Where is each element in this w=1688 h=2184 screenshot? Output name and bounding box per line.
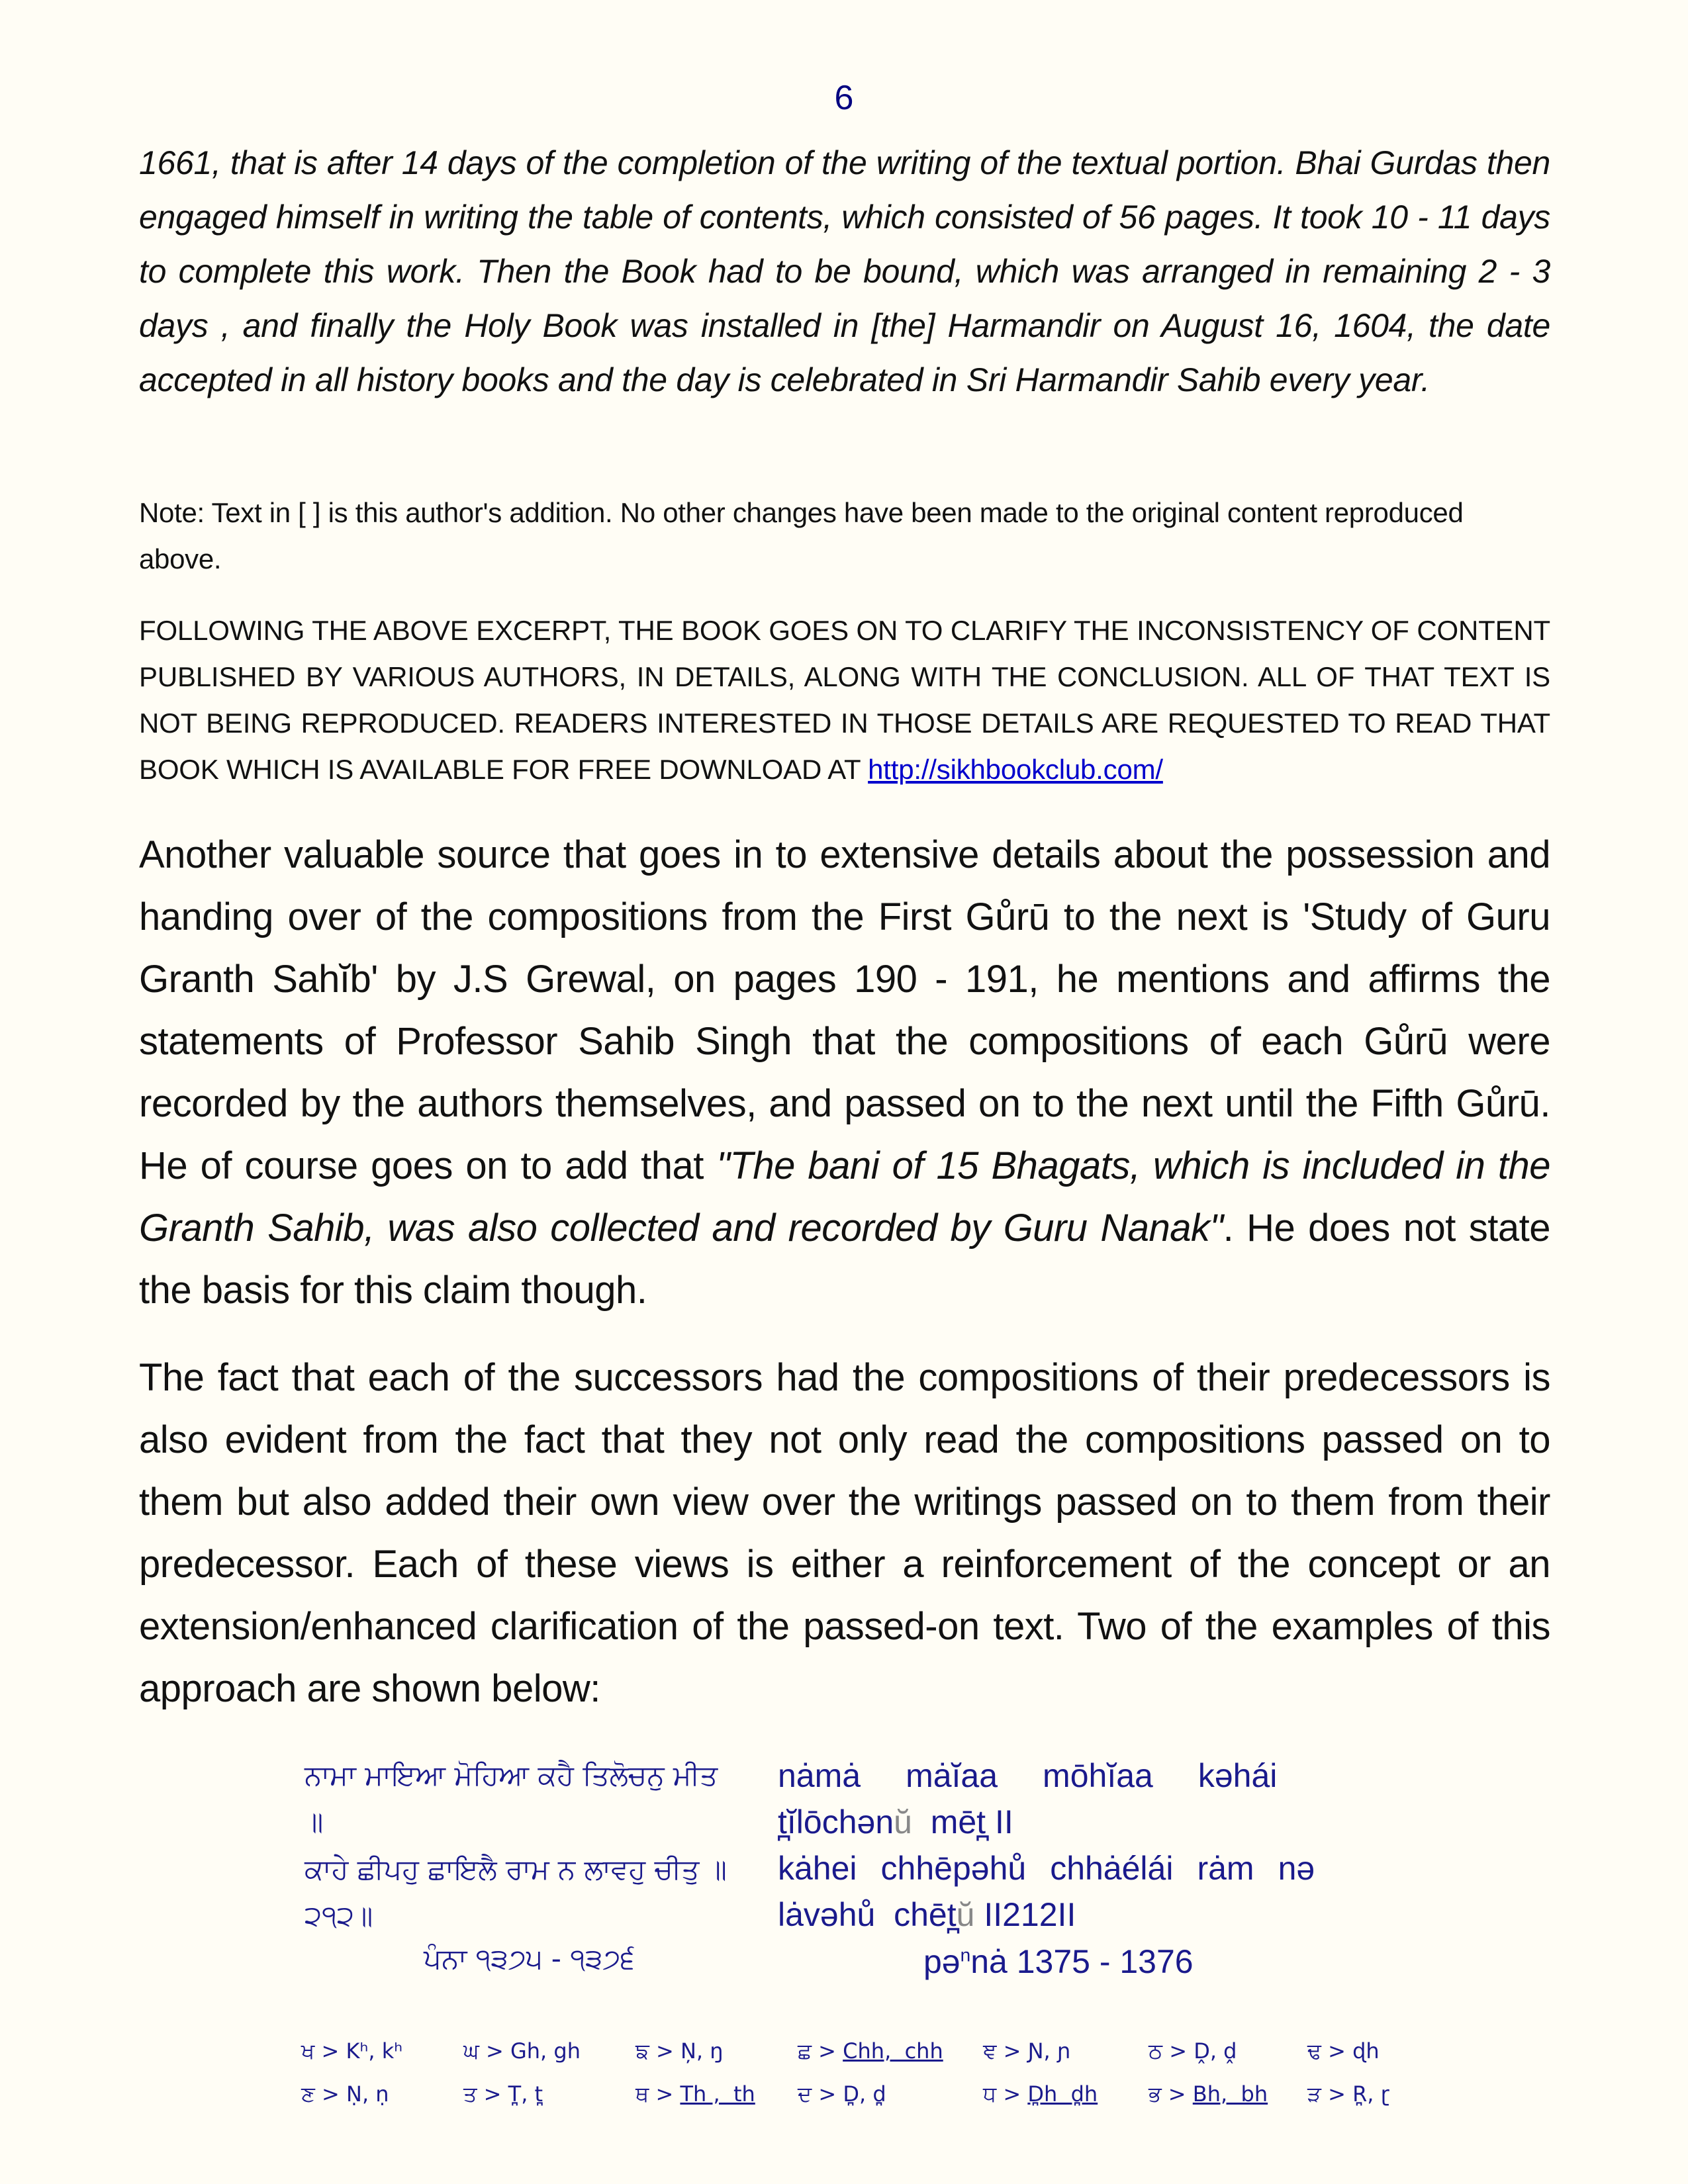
translit-word: chhēpəhů bbox=[880, 1850, 1027, 1887]
translit-word: kəhái bbox=[1197, 1757, 1278, 1794]
key-entry: ਦ > D̪, d̪ bbox=[798, 2081, 886, 2107]
grewal-quote: "The bani of 15 Bhagats, which is included in the Granth Sahib, was also collected and recorded by Guru Nanak" bbox=[139, 1144, 1550, 1250]
key-entry: ਙ > N̦, ŋ bbox=[635, 2038, 724, 2064]
key-entry: ਣ > Ṇ, ṇ bbox=[301, 2081, 389, 2107]
translit-ref-superscript: n bbox=[960, 1944, 971, 1966]
key-entry: ਖ > Kʰ, kʰ bbox=[301, 2038, 403, 2064]
quoted-excerpt: 1661, that is after 14 days of the completion of the writing of the textual portion. Bhai Gurdas then engaged himself in writing the table of contents, which consisted of 56 pages. It took 10 - 11 days to complete this work. Then the Book had to be bound, which was arranged in remaining 2 - 3 days , and finally the Holy Book was installed in [the] Harmandir on August 16, 1604, the date accepted in all history books and the day is celebrated in Sri Harmandir Sahib every year. bbox=[139, 144, 1550, 398]
translit-word: mēt̪ II bbox=[912, 1803, 1013, 1841]
author-note: Note: Text in [ ] is this author's addition. No other changes have been made to the original content reproduced above. bbox=[139, 497, 1464, 574]
key-entry: ਠ > Ḓ, ḓ bbox=[1149, 2038, 1237, 2064]
translit-word: lȧvəhů chēt̪ bbox=[778, 1896, 957, 1933]
gurmukhi-page-reference: ਪੰਨਾ ੧੩੭੫ - ੧੩੭੬ bbox=[424, 1942, 635, 1975]
paragraph-successors: The fact that each of the successors had the compositions of their predecessors is also evident from the fact that they not only read the compositions passed on to them but also added their own view over the writings passed on to them from their predecessor. Each of these views is either a reinforcement of the concept or an extension/enhanced clarification of the passed-on text. Two of the examples of this approach are shown below: bbox=[139, 1356, 1550, 1710]
caps-notice-text: FOLLOWING THE ABOVE EXCERPT, THE BOOK GOES ON TO CLARIFY THE INCONSISTENCY OF CONTENT PUBLISHED BY VARIOUS AUTHORS, IN DETAILS, ALONG WITH THE CONCLUSION. ALL OF THAT TEXT IS NOT BEING REPRODUCED. READERS INTERESTED IN THOSE DETAILS ARE REQUESTED TO READ THAT BOOK WHICH IS AVAILABLE FOR FREE DOWNLOAD AT bbox=[139, 615, 1550, 785]
translit-word: chhȧélái bbox=[1050, 1850, 1174, 1887]
translit-word: mōhĭaa bbox=[1043, 1757, 1153, 1794]
key-entry: ਢ > ɖh bbox=[1307, 2038, 1380, 2064]
paragraph-grewal-text: Another valuable source that goes in to extensive details about the possession and handing over of the compositions from the First Gůrū to the next is 'Study of Guru Granth Sahĭb' by J.S Grewal, on pages 190 - 191, he mentions and affirms the statements of Professor Sahib Singh that the compositions of each Gůrū were recorded by the authors themselves, and passed on to the next until the Fifth Gůrū. He of course goes on to add that bbox=[139, 833, 1550, 1187]
translit-word: II212II bbox=[974, 1896, 1076, 1933]
key-entry: ਞ > Ɲ, ɲ bbox=[983, 2038, 1071, 2064]
translit-word: mȧĭaa bbox=[906, 1757, 998, 1794]
key-entry: ਭ > Bh, bh bbox=[1149, 2081, 1268, 2107]
key-entry: ਛ > Chh, chh bbox=[798, 2038, 943, 2064]
sikhbookclub-link[interactable]: http://sikhbookclub.com/ bbox=[868, 754, 1163, 785]
translit-word: kȧhei bbox=[778, 1850, 857, 1887]
key-entry: ਘ > Gh, gh bbox=[463, 2038, 581, 2064]
gurmukhi-verse-line-1: ਨਾਮਾ ਮਾਇਆ ਮੋਹਿਆ ਕਹੈ ਤਿਲੋਚਨੁ ਮੀਤ ॥ bbox=[305, 1759, 718, 1838]
key-entry: ੜ > R̪, ɽ bbox=[1307, 2081, 1389, 2107]
translit-ref-part: nȧ 1375 - 1376 bbox=[970, 1943, 1194, 1980]
translit-ref-part: pə bbox=[923, 1943, 961, 1980]
translit-word: t̪ĭlōchən bbox=[778, 1803, 894, 1841]
page-number: 6 bbox=[834, 79, 854, 117]
translit-word: nə bbox=[1278, 1850, 1315, 1887]
translit-word: nȧmȧ bbox=[778, 1757, 861, 1794]
key-entry: ਤ > T̪, t̪ bbox=[463, 2081, 543, 2107]
translit-silent-vowel: ŭ bbox=[956, 1896, 975, 1933]
gurmukhi-verse-line-2: ਕਾਹੇ ਛੀਪਹੁ ਛਾਇਲੈ ਰਾਮ ਨ ਲਾਵਹੁ ਚੀਤੁ ॥੨੧੨॥ bbox=[305, 1853, 727, 1932]
paragraph-grewal-end: . He does not state the basis for this claim though. bbox=[139, 1206, 1550, 1312]
translit-word: rȧm bbox=[1197, 1850, 1254, 1887]
key-entry: ਥ > Th , th bbox=[635, 2081, 755, 2107]
key-entry: ਧ > D̪h d̪h bbox=[983, 2081, 1098, 2107]
translit-silent-vowel: ŭ bbox=[894, 1803, 912, 1841]
